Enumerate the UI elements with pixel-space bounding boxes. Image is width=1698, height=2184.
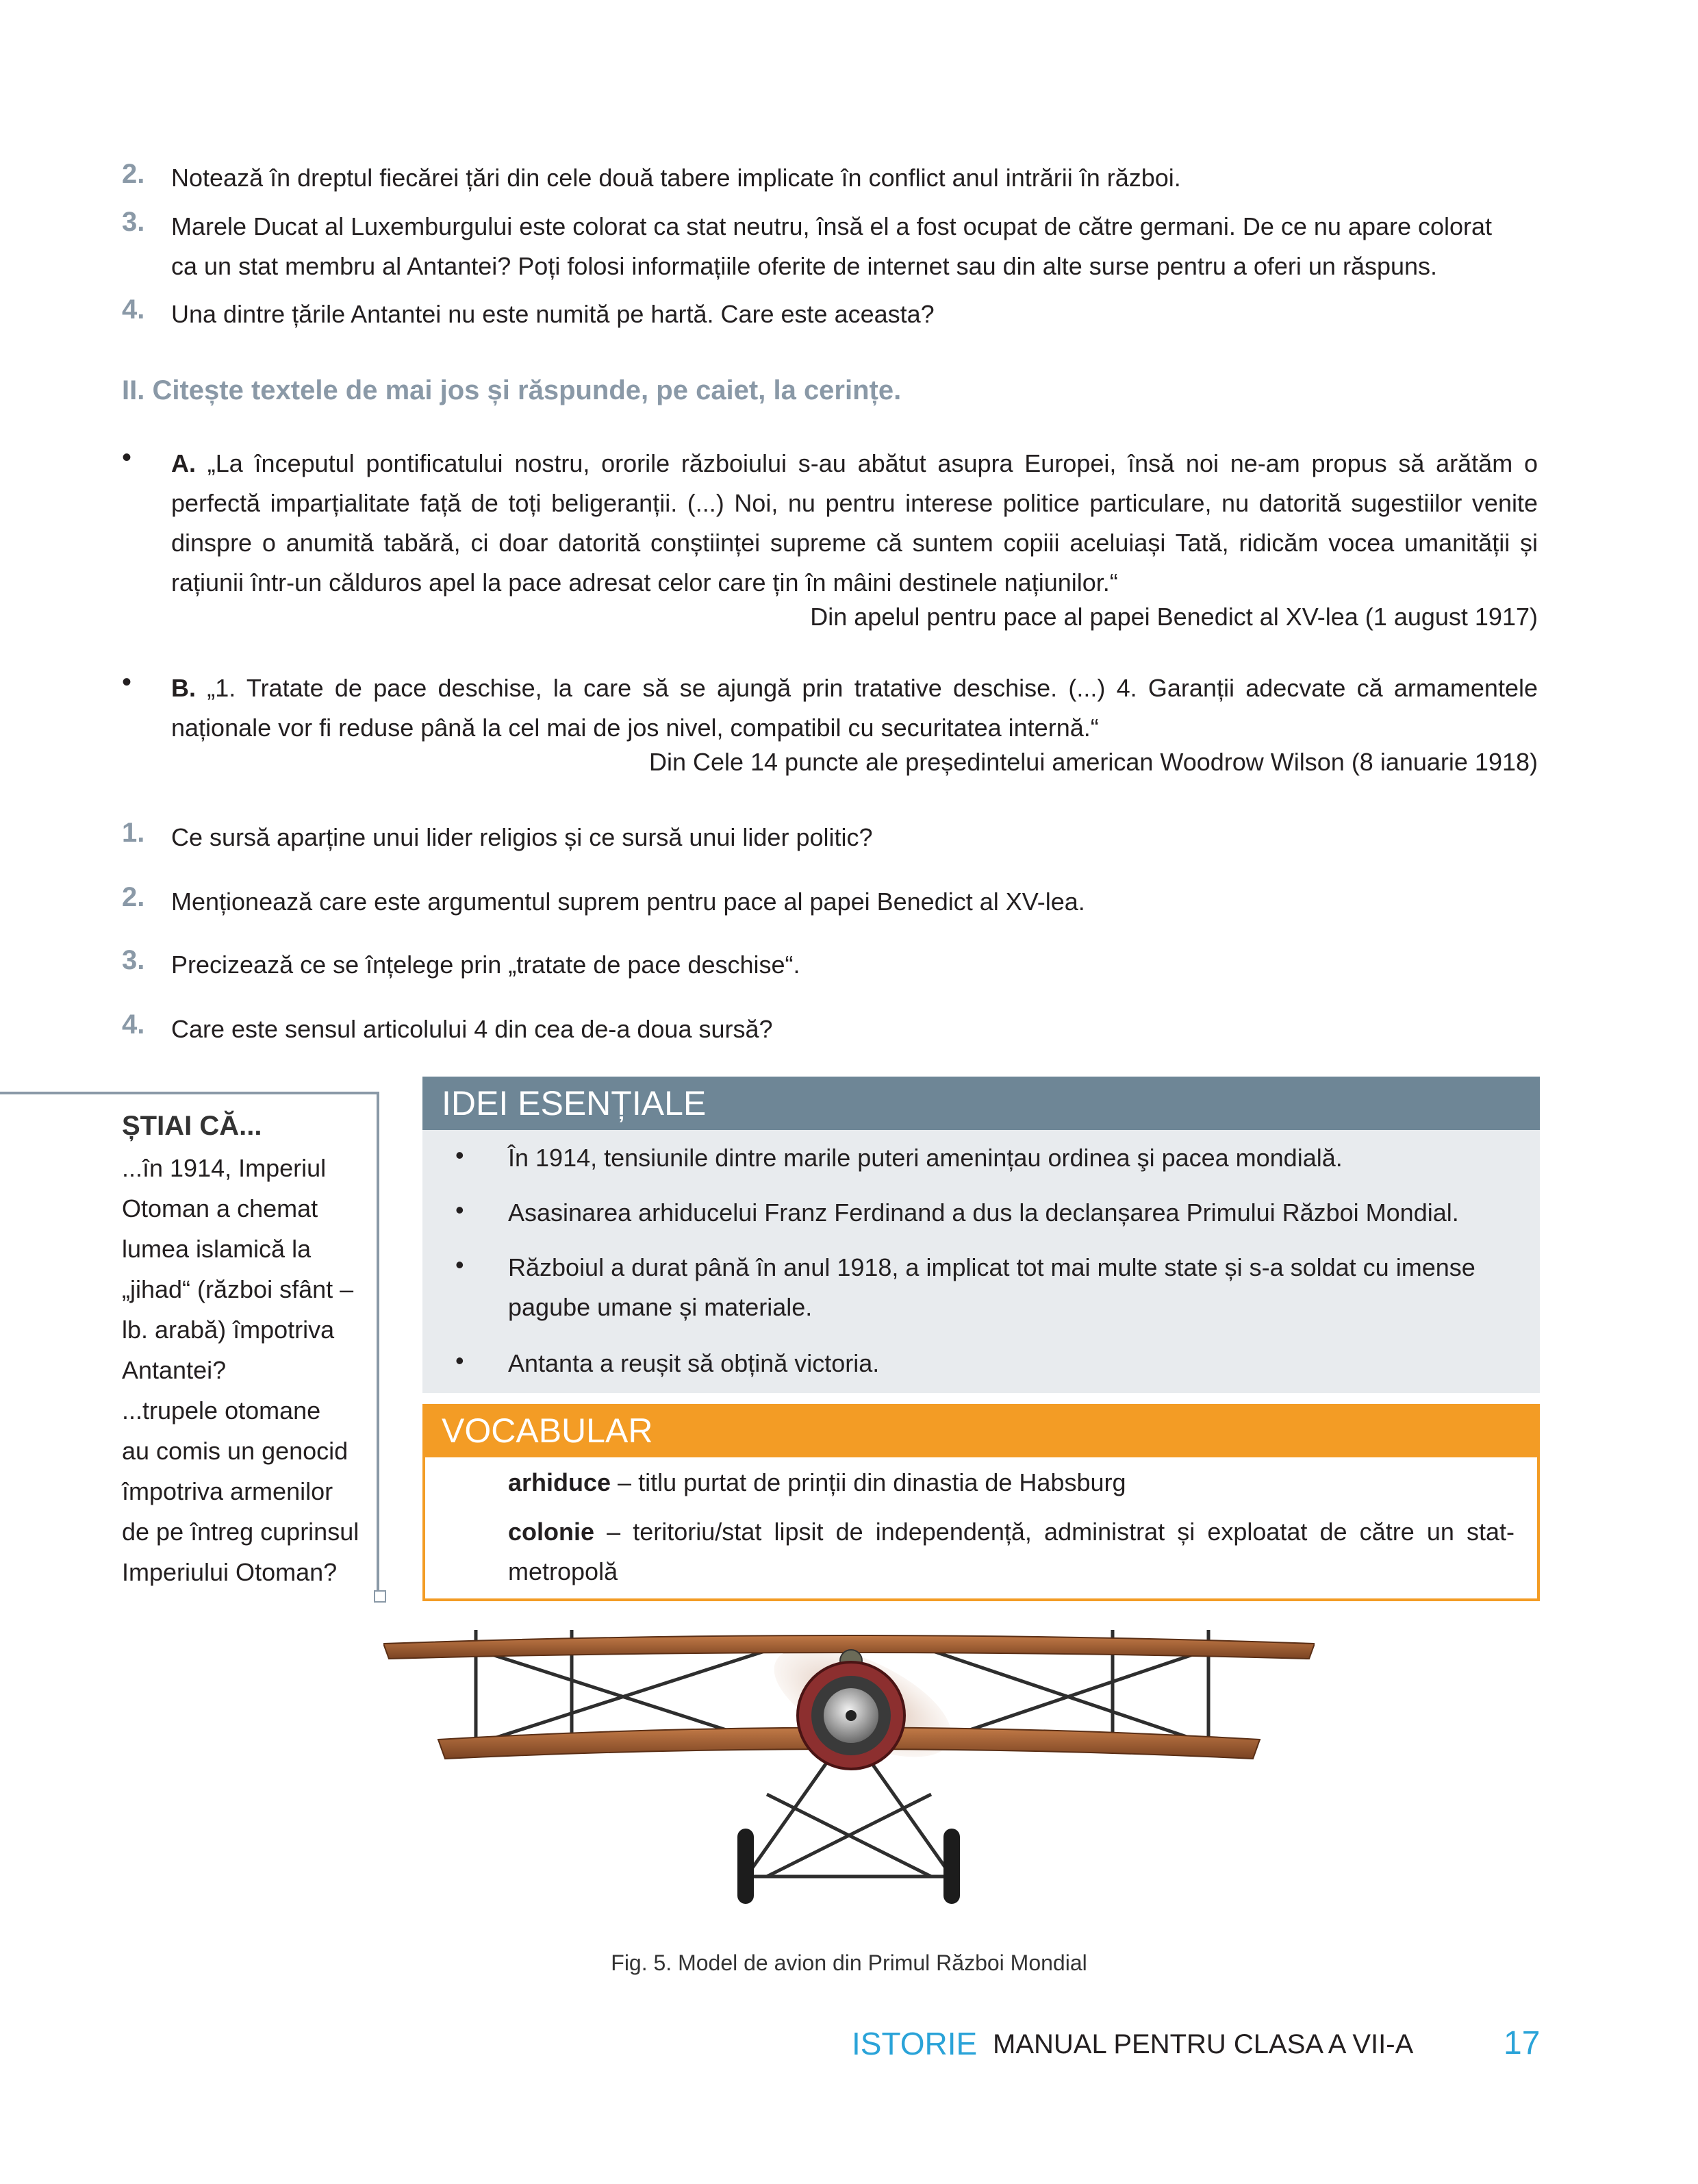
source-a-text: [171, 444, 1538, 603]
bullet: •: [455, 1141, 464, 1169]
text-line: Imperiului Otoman?: [122, 1558, 338, 1586]
footer-subject: ISTORIE: [852, 2026, 978, 2061]
wheel-left: [737, 1829, 754, 1904]
text-line: lb. arabă) împotriva: [122, 1316, 335, 1344]
question-text: Ce sursă aparține unui lider religios și ce sursă unui lider politic?: [171, 823, 873, 851]
question-text: Precizează ce se înțelege prin „tratate de pace deschise“.: [171, 951, 800, 979]
source-a-quote: „La începutul pontificatului nostru, ororile războiului s-au abătut asupra Europei, însă noi ne-am propus să arătăm o perfectă imparțialitate față de toți beligeranții. (...) Noi, nu pentru interese politice particulare, nu datorită sugestiilor venite dinspre o anumită tabără, ci doar datorită conștiinței supreme că suntem copiii aceluiași Tată, ridicăm vocea umanității și rațiunii într-un călduros apel la pace adresat celor care țin în mâini destinele națiunilor.“: [171, 449, 1538, 597]
vocabulary-term: arhiduce: [508, 1468, 611, 1496]
vocabulary-definition: – teritoriu/stat lipsit de independență, administrat și exploatat de către un stat-metropolă: [508, 1518, 1515, 1585]
bullet: •: [455, 1346, 464, 1375]
text-line: lumea islamică la: [122, 1235, 312, 1263]
key-ideas-title: IDEI ESENȚIALE: [442, 1084, 707, 1122]
page-number: 17: [1504, 2025, 1541, 2061]
key-idea-item: În 1914, tensiunile dintre marile puteri amenințau ordinea şi pacea mondială.: [508, 1144, 1343, 1172]
source-a-attribution: Din apelul pentru pace al papei Benedict al XV-lea (1 august 1917): [810, 603, 1538, 631]
source-b-text: [171, 668, 1538, 748]
question-number: 3.: [122, 207, 145, 237]
text-line: de pe întreg cuprinsul: [122, 1518, 359, 1546]
question-text: ca un stat membru al Antantei? Poți folosi informațiile oferite de internet sau din alte surse pentru a oferi un răspuns.: [171, 252, 1438, 280]
bullet: •: [455, 1251, 464, 1279]
question-text: Care este sensul articolului 4 din cea de-a doua sursă?: [171, 1015, 773, 1043]
source-a-label: A.: [171, 449, 196, 477]
bullet: •: [122, 442, 132, 473]
question-number: 4.: [122, 1009, 145, 1040]
did-you-know-text: [122, 1148, 375, 1390]
question-text: Menționează care este argumentul suprem pentru pace al papei Benedict al XV-lea.: [171, 888, 1085, 916]
text-line: ...în 1914, Imperiul: [122, 1154, 327, 1182]
wheel-right: [943, 1829, 960, 1904]
vocabulary-entry: [508, 1512, 1515, 1592]
source-b-quote: „1. Tratate de pace deschise, la care să se ajungă prin tratative deschise. (...) 4. Garanții adecvate că armamentele naționale vor fi reduse până la cel mai de jos nivel, compatibil cu securitatea internă.“: [171, 674, 1538, 742]
source-b-attribution: Din Cele 14 puncte ale președintelui american Woodrow Wilson (8 ianuarie 1918): [648, 748, 1538, 776]
question-number: 1.: [122, 818, 145, 848]
figure-caption: Fig. 5. Model de avion din Primul Război Mondial: [611, 1950, 1087, 1975]
did-you-know-title: ȘTIAI CĂ...: [122, 1111, 262, 1141]
text-line: Otoman a chemat: [122, 1194, 318, 1222]
bullet: •: [455, 1196, 464, 1224]
key-idea-item: Asasinarea arhiducelui Franz Ferdinand a dus la declanșarea Primului Război Mondial.: [508, 1198, 1459, 1227]
biplane-illustration: [383, 1623, 1315, 1938]
footer-title: MANUAL PENTRU CLASA A VII-A: [993, 2029, 1414, 2059]
question-number: 4.: [122, 294, 145, 325]
key-idea-item: Antanta a reușit să obțină victoria.: [508, 1349, 880, 1377]
question-number: 2.: [122, 882, 145, 912]
text-line: „jihad“ (război sfânt –: [122, 1275, 354, 1303]
question-text: Marele Ducat al Luxemburgului este colorat ca stat neutru, însă el a fost ocupat de către germani. De ce nu apare colorat: [171, 212, 1493, 240]
key-idea-item: Războiul a durat până în anul 1918, a implicat tot mai multe state și s-a soldat cu imense pagube umane și materiale.: [508, 1253, 1475, 1321]
section-title: II. Citește textele de mai jos și răspunde, pe caiet, la cerințe.: [122, 375, 902, 405]
landing-gear: [746, 1760, 952, 1877]
source-b-label: B.: [171, 674, 196, 702]
text-line: au comis un genocid: [122, 1437, 349, 1465]
box-corner-handle: [374, 1590, 386, 1603]
vocabulary-definition: – titlu purtat de prinții din dinastia de Habsburg: [611, 1468, 1126, 1496]
vocabulary-title: VOCABULAR: [442, 1411, 653, 1450]
text-line: Antantei?: [122, 1356, 227, 1384]
question-text: Notează în dreptul fiecărei țări din cele două tabere implicate în conflict anul intrării în război.: [171, 164, 1181, 192]
text-line: ...trupele otomane: [122, 1396, 321, 1424]
question-text: Una dintre țările Antantei nu este numită pe hartă. Care este aceasta?: [171, 300, 935, 328]
bullet: •: [122, 667, 132, 697]
vocabulary-entry: [508, 1463, 1515, 1503]
did-you-know-text: [122, 1390, 375, 1592]
question-number: 2.: [122, 159, 145, 189]
text-line: împotriva armenilor: [122, 1477, 333, 1505]
question-number: 3.: [122, 945, 145, 975]
vocabulary-term: colonie: [508, 1518, 595, 1546]
